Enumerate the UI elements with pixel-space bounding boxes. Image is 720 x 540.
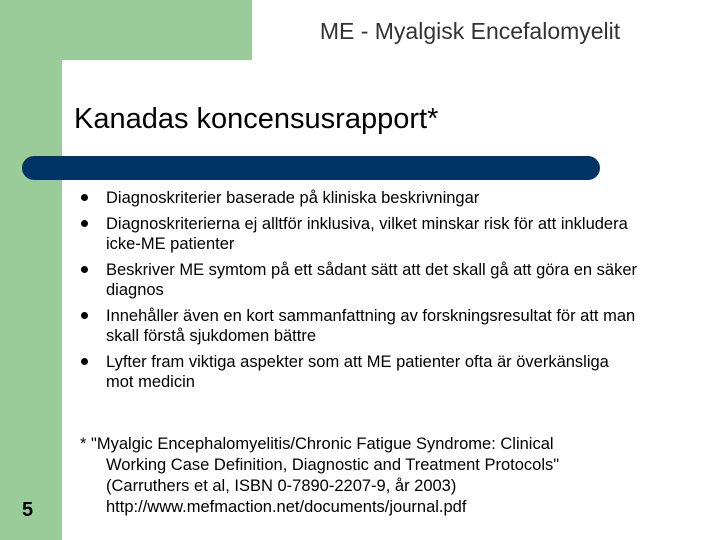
decorative-green-header-block <box>0 0 252 60</box>
bullet-dot-icon <box>81 220 88 227</box>
page-number: 5 <box>22 499 34 521</box>
footnote-url: http://www.mefmaction.net/documents/journal.pdf <box>106 498 467 516</box>
decorative-green-sidebar <box>0 0 62 540</box>
bullet-item <box>80 352 640 392</box>
title-underline-bar <box>22 156 600 180</box>
bullet-item <box>80 214 640 254</box>
bullet-text: Diagnoskriterier baserade på kliniska beskrivningar <box>106 189 480 207</box>
bullet-dot-icon <box>81 358 88 365</box>
bullet-item <box>80 188 640 208</box>
bullet-item <box>80 306 640 346</box>
bullet-dot-icon <box>81 266 88 273</box>
bullet-item <box>80 260 640 300</box>
footnote <box>80 434 680 518</box>
bullet-list <box>80 188 640 398</box>
footnote-line: * "Myalgic Encephalomyelitis/Chronic Fatigue Syndrome: Clinical <box>80 435 554 453</box>
footnote-line: (Carruthers et al, ISBN 0-7890-2207-9, år 2003) <box>106 477 457 495</box>
bullet-text: Beskriver ME symtom på ett sådant sätt att det skall gå att göra en säker diagnos <box>106 261 637 299</box>
bullet-text: Lyfter fram viktiga aspekter som att ME patienter ofta är överkänsliga mot medicin <box>106 353 609 391</box>
bullet-text: Innehåller även en kort sammanfattning av forskningsresultat för att man skall förstå sjukdomen bättre <box>106 307 636 345</box>
slide-title: Kanadas koncensusrapport* <box>74 103 439 135</box>
bullet-dot-icon <box>81 194 88 201</box>
header-title: ME - Myalgisk Encefalomyelit <box>319 18 621 44</box>
bullet-dot-icon <box>81 312 88 319</box>
footnote-line: Working Case Definition, Diagnostic and Treatment Protocols" <box>106 456 560 474</box>
bullet-text: Diagnoskriterierna ej alltför inklusiva, vilket minskar risk för att inkludera icke-ME patienter <box>106 215 628 253</box>
